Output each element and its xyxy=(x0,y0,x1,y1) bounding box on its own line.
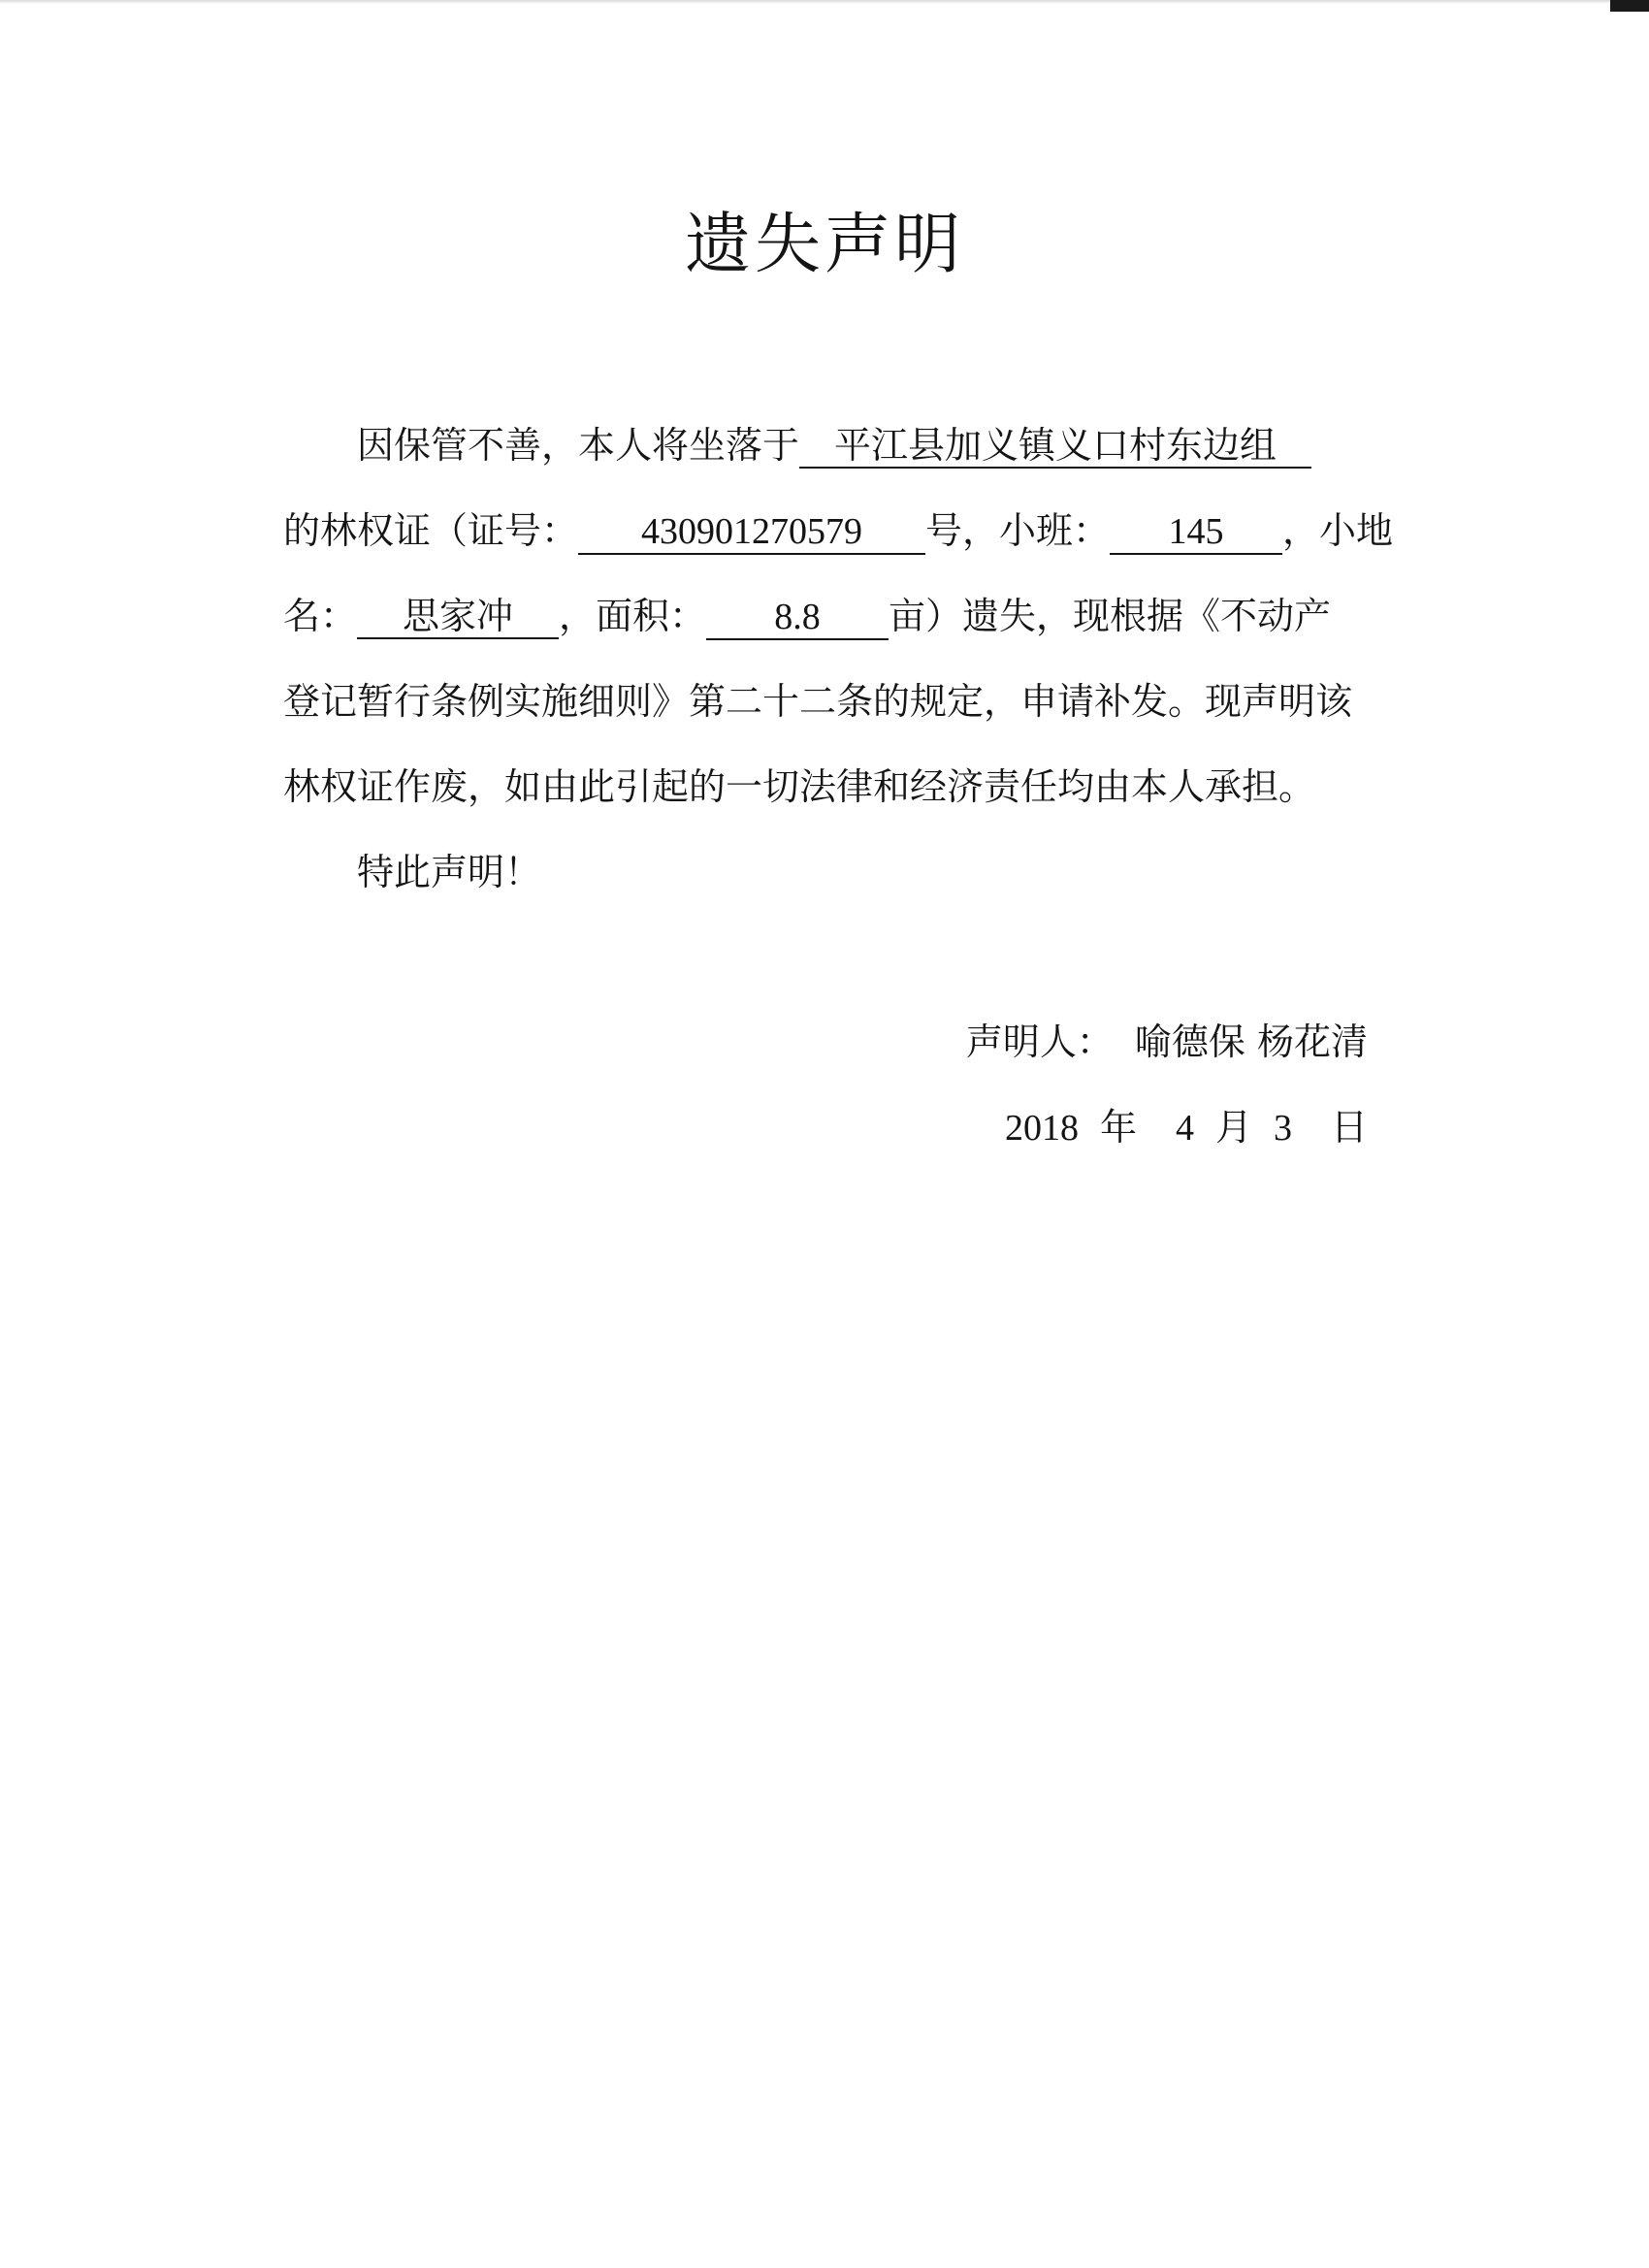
line2-mid: 号，小班： xyxy=(925,509,1111,552)
certificate-number-field: 430901270579 xyxy=(578,510,925,555)
date-month: 4 xyxy=(1175,1108,1194,1149)
declarant-row xyxy=(966,999,1368,1085)
body-line-3 xyxy=(283,573,1389,659)
subcompartment-field: 145 xyxy=(1110,510,1282,555)
line1-prefix: 因保管不善，本人将坐落于 xyxy=(357,424,800,467)
statement-body xyxy=(283,403,1394,915)
date-day: 3 xyxy=(1273,1108,1292,1149)
declarant-label: 声明人： xyxy=(965,1021,1114,1063)
body-line-4: 登记暂行条例实施细则》第二十二条的规定，申请补发。现声明该 xyxy=(283,680,1353,723)
body-line-2 xyxy=(283,488,1394,573)
document-title: 遗失声明 xyxy=(684,207,964,283)
body-line-1 xyxy=(283,403,1389,488)
date-year-unit: 年 xyxy=(1099,1106,1137,1149)
line2-prefix: 的林权证（证号： xyxy=(283,509,579,552)
body-line-5: 林权证作废，如由此引起的一切法律和经济责任均由本人承担。 xyxy=(283,765,1316,808)
date-month-unit: 月 xyxy=(1214,1106,1252,1149)
area-field: 8.8 xyxy=(706,596,889,640)
date-day-unit: 日 xyxy=(1330,1106,1368,1149)
line3-mid: ，面积： xyxy=(559,595,707,637)
place-name-field: 思家冲 xyxy=(357,595,559,639)
date-row xyxy=(966,1085,1368,1171)
declarant-names: 喻德保 杨花清 xyxy=(1134,1021,1368,1063)
line3-prefix: 名： xyxy=(283,595,358,637)
date-year: 2018 xyxy=(1004,1108,1079,1149)
address-field: 平江县加义镇义口村东边组 xyxy=(799,424,1311,469)
line2-suffix: ，小地 xyxy=(1282,509,1394,552)
closing-statement: 特此声明！ xyxy=(357,851,542,893)
signature-block xyxy=(966,999,1368,1171)
line3-suffix: 亩）遗失，现根据《不动产 xyxy=(889,595,1332,637)
